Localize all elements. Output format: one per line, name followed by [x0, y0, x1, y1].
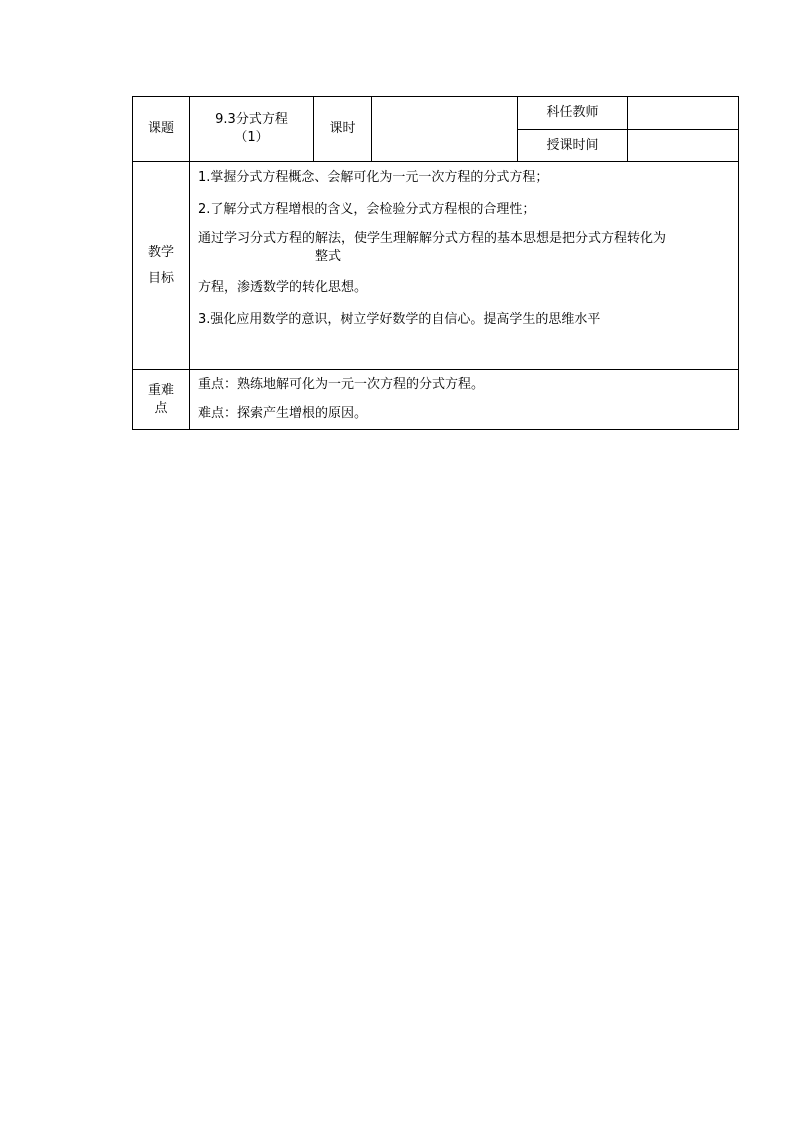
- period-label: 课时: [314, 97, 372, 162]
- time-value: [628, 130, 739, 162]
- teacher-label: 科任教师: [518, 97, 628, 130]
- time-label: 授课时间: [518, 130, 628, 162]
- lesson-plan-table: [132, 96, 739, 430]
- topic-value-cell: [190, 97, 314, 162]
- goal-item-3-wrap: 整式: [315, 249, 342, 264]
- focus-label-line2: 点: [154, 400, 168, 416]
- key-point: 重点：熟练地解可化为一元一次方程的分式方程。: [198, 377, 485, 392]
- focus-label-cell: [133, 370, 190, 430]
- goal-item-1: 1.掌握分式方程概念、会解可化为一元一次方程的分式方程；: [198, 170, 549, 185]
- goal-item-3: [198, 226, 738, 272]
- period-value: [372, 97, 518, 162]
- header-row-1: [133, 97, 739, 130]
- goal-item-5: 3.强化应用数学的意识，树立学好数学的自信心。提高学生的思维水平: [198, 312, 601, 327]
- topic-value-line2: （1）: [234, 130, 269, 145]
- goals-label-line2: 目标: [147, 270, 174, 286]
- goals-label-cell: [133, 162, 190, 370]
- goals-label-line1: 教学: [147, 244, 174, 260]
- focus-content: [190, 370, 739, 430]
- goal-item-2: 2.了解分式方程增根的含义，会检验分式方程根的合理性；: [198, 202, 536, 217]
- teacher-value: [628, 97, 739, 130]
- focus-label-line1: 重难: [147, 382, 174, 398]
- topic-value-line1: 9.3分式方程: [215, 112, 288, 127]
- difficulty-point: 难点：探索产生增根的原因。: [198, 406, 368, 421]
- goal-item-4: 方程，渗透数学的转化思想。: [198, 280, 368, 295]
- focus-row: [133, 370, 739, 430]
- topic-label: 课题: [133, 97, 190, 162]
- goals-content: [190, 162, 739, 370]
- goals-row: [133, 162, 739, 370]
- goal-item-3-text: 通过学习分式方程的解法，使学生理解解分式方程的基本思想是把分式方程转化为: [198, 231, 667, 246]
